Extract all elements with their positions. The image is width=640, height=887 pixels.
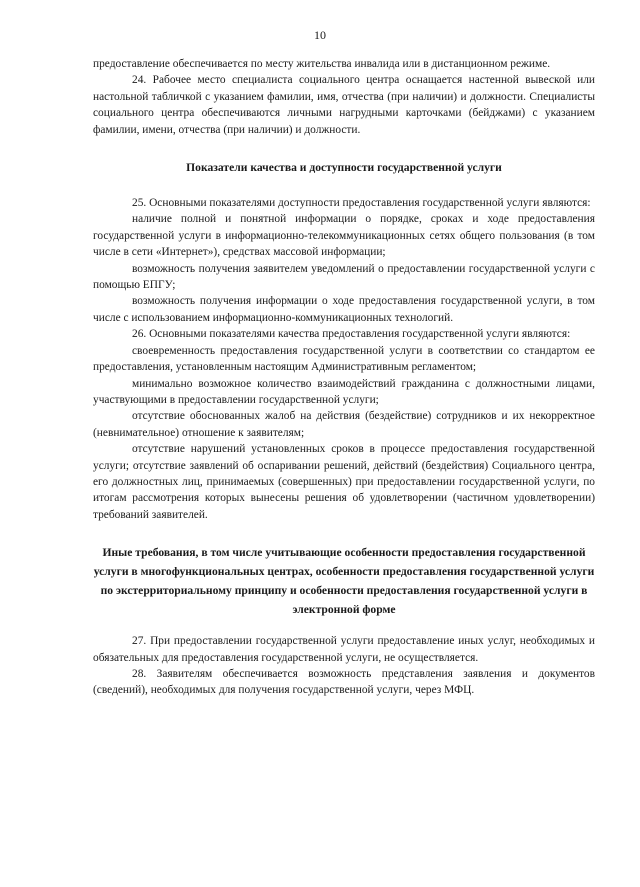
section-heading-other-wrap xyxy=(93,543,595,619)
paragraph-25: 25. Основными показателями доступности предоставления государственной услуги являются: xyxy=(132,197,591,210)
section-heading-other-requirements: Иные требования, в том числе учитывающие особенности предоставления государственной услуги в многофункциональных центрах, особенности предоставления государственной услуги по экстерриториальному принципу и особенности предоставления государственной услуги в электронной форме xyxy=(93,546,595,617)
page-number: 10 xyxy=(314,28,326,42)
section-heading-quality: Показатели качества и доступности государственной услуги xyxy=(186,161,502,175)
paragraph-26-item-b: минимально возможное количество взаимодействий гражданина с должностными лицами, участвующими в предоставлении государственной услуги; xyxy=(93,377,595,406)
paragraph-26-item-a: своевременность предоставления государственной услуги в соответствии со стандартом ее предоставления, установленным настоящим Административным регламентом; xyxy=(93,344,595,374)
section-heading-quality-wrap xyxy=(93,158,595,177)
paragraph-26: 26. Основными показателями качества предоставления государственной услуги являются: xyxy=(132,328,571,341)
paragraph-25-item-c: возможность получения информации о ходе предоставления государственной услуги, в том числе с использованием информационно-коммуникационных технологий. xyxy=(93,295,595,324)
paragraph-25-item-b: возможность получения заявителем уведомлений о предоставлении государственной услуги с помощью ЕПГУ; xyxy=(93,262,595,292)
paragraph-28: 28. Заявителям обеспечивается возможность представления заявления и документов (сведений), необходимых для получения государственной услуги, через МФЦ. xyxy=(93,667,595,697)
paragraph-25-item-a: наличие полной и понятной информации о порядке, сроках и ходе предоставления государственной услуги в информационно-телекоммуникационных сетях общего пользования (в том числе в сети «Интернет»), средствах массовой информации; xyxy=(93,213,595,259)
paragraph-26-item-d: отсутствие нарушений установленных сроков в процессе предоставления государственной услуги; отсутствие заявлений об оспаривании решений, действий (бездействия) Социального центра, его должностных лиц, принимаемых (совершенных) при предоставлении государственной услуги, по итогам рассмотрения которых вынесены решения об удовлетворении (частичном удовлетворении) требований заявителей. xyxy=(93,443,595,521)
document-body xyxy=(93,56,595,699)
paragraph-26-item-c: отсутствие обоснованных жалоб на действия (бездействие) сотрудников и их некорректное (невнимательное) отношение к заявителям; xyxy=(93,410,595,439)
paragraph-continuation: предоставление обеспечивается по месту жительства инвалида или в дистанционном режиме. xyxy=(93,58,551,70)
paragraph-27: 27. При предоставлении государственной услуги предоставление иных услуг, необходимых и обязательных для предоставления государственной услуги, не осуществляется. xyxy=(93,635,595,664)
paragraph-24: 24. Рабочее место специалиста социального центра оснащается настенной вывеской или настольной табличкой с указанием фамилии, имя, отчества (при наличии) и должности. Специалисты социального центра обеспечиваются личными нагрудными карточками (бейджами) с указанием фамилии, имени, отчества (при наличии) и должности. xyxy=(93,74,595,136)
